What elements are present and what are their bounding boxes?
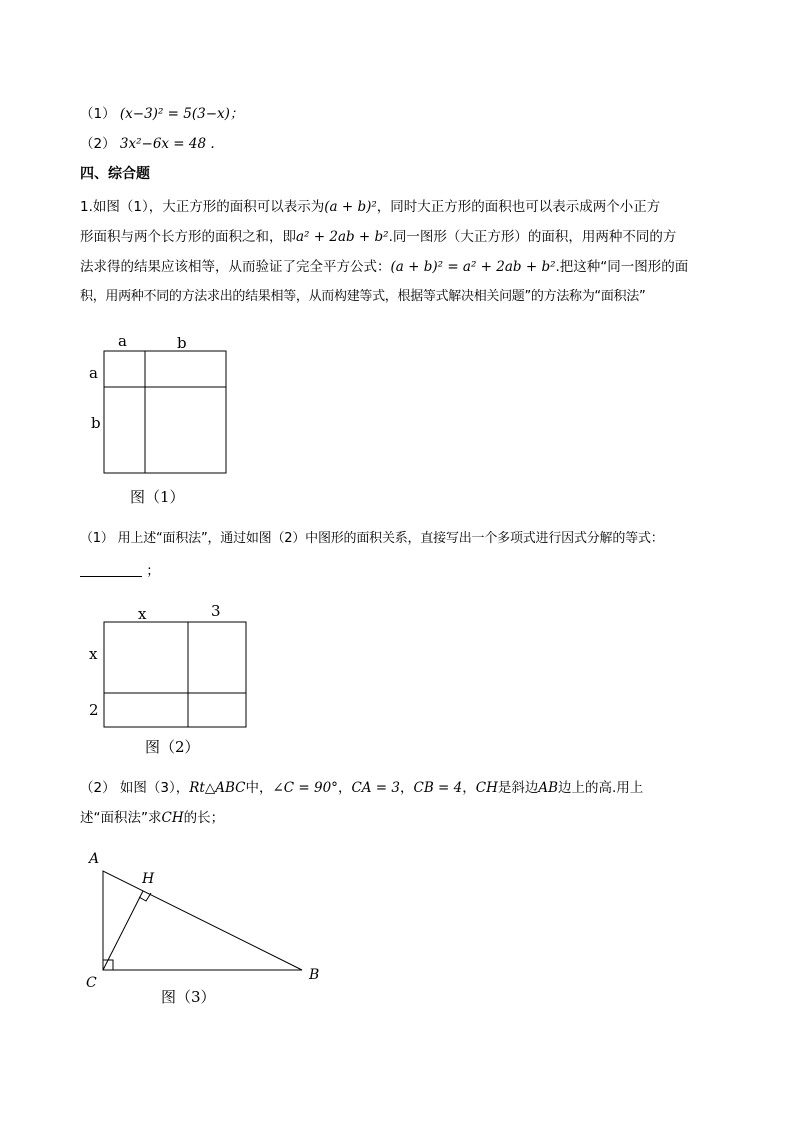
figure-1-label-left-a: a [89, 364, 98, 382]
figure-1-label-top-a: a [118, 332, 127, 350]
figure-3-label-b: B [309, 967, 320, 983]
sub-question-2: （2） 如图（3），Rt△ABC中，∠C = 90°，CA = 3，CB = 4，CH是斜边AB边上的高.用上 [80, 780, 644, 796]
figure-2-label-left-x: x [89, 645, 98, 663]
figure-1-label-top-b: b [177, 334, 187, 352]
figure-3-label-a: A [89, 851, 100, 867]
intro-line-4: 积，用两种不同的方法求出的结果相等，从而构建等式，根据等式解决相关问题”的方法称为“面积法” [80, 289, 646, 304]
figure-3-label-c: C [86, 975, 97, 991]
triangle-abc [103, 871, 302, 970]
right-angle-mark-c [103, 960, 113, 970]
intro-line-3: 法求得的结果应该相等，从而验证了完全平方公式：(a + b)² = a² + 2ab + b².把这种“同一图形的面 [80, 259, 689, 275]
section-heading: 四、综合题 [80, 166, 150, 182]
figure-1-square [104, 351, 226, 473]
intro-line-2: 形面积与两个长方形的面积之和，即a² + 2ab + b².同一图形（大正方形）的面积，用两种不同的方 [80, 229, 677, 245]
figure-1-caption: 图（1） [130, 488, 185, 506]
figure-1-outer-square [104, 351, 226, 473]
figure-2-label-top-3: 3 [211, 602, 221, 620]
sub-question-1-answer: ； [80, 561, 160, 581]
intro-line-1: 1.如图（1），大正方形的面积可以表示为(a + b)²，同时大正方形的面积也可以表示成两个小正方 [80, 199, 661, 215]
figure-2-label-left-2: 2 [89, 701, 99, 719]
figure-1-label-left-b: b [91, 414, 101, 432]
sub-question-1: （1） 用上述“面积法”，通过如图（2）中图形的面积关系，直接写出一个多项式进行因式分解的等式： [80, 531, 664, 546]
figure-3-label-h: H [142, 871, 155, 887]
figure-2-rectangle [104, 622, 246, 727]
prev-question-1: （1） (x−3)² = 5(3−x)； [80, 106, 244, 122]
figure-2-caption: 图（2） [145, 738, 200, 756]
figure-2-label-top-x: x [138, 605, 147, 623]
figure-3-caption: 图（3） [161, 988, 216, 1006]
sub-question-2-line-2: 述“面积法”求CH的长； [80, 810, 225, 826]
figure-3-triangle [103, 871, 302, 970]
prev-question-2: （2） 3x²−6x = 48 . [80, 136, 215, 152]
answer-blank[interactable] [80, 562, 142, 577]
altitude-ch [103, 891, 143, 970]
figure-2-outer-rect [104, 622, 246, 727]
